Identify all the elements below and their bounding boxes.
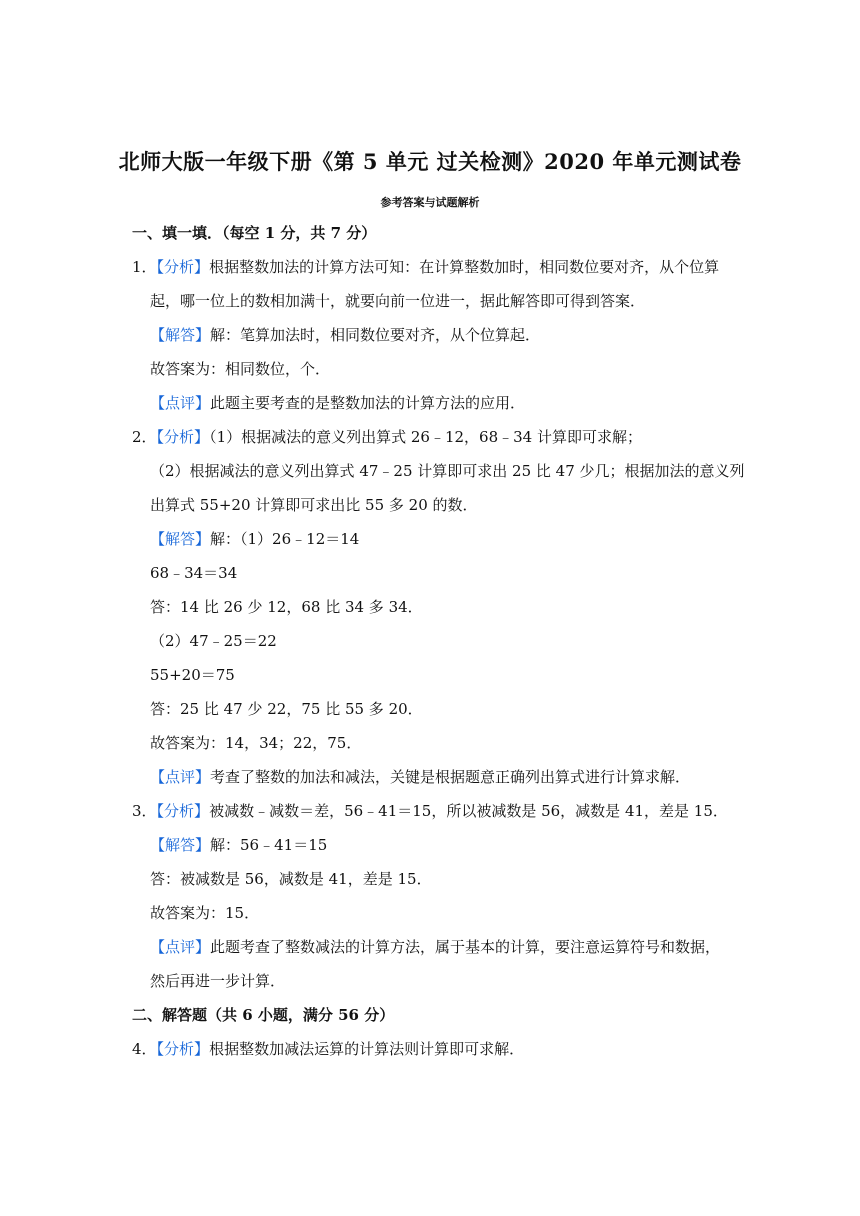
- question-2-final: 故答案为：14，34；22，75．: [150, 734, 362, 752]
- question-3-analysis: [132, 801, 728, 821]
- question-3-answer: [150, 835, 327, 855]
- answer-text: 解：（1）26﹣12＝14: [210, 530, 360, 548]
- question-2-work-line: 答：25 比 47 少 22，75 比 55 多 20．: [150, 700, 423, 718]
- answer-text: 解：56﹣41＝15: [210, 836, 328, 854]
- answer-text: 解：笔算加法时，相同数位要对齐，从个位算起．: [210, 326, 541, 344]
- question-1-analysis: [132, 257, 719, 277]
- question-2-work-line: 答：14 比 26 少 12，68 比 34 多 34．: [150, 598, 423, 616]
- question-3-work-line: 答：被减数是 56，减数是 41，差是 15．: [150, 870, 432, 888]
- question-2-work-line: 55+20＝75: [150, 666, 235, 684]
- question-2-comment: [150, 767, 690, 787]
- document-title: 北师大版一年级下册《第 5 单元 过关检测》2020 年单元测试卷: [118, 149, 742, 174]
- document-subtitle: 参考答案与试题解析: [380, 196, 480, 209]
- question-2-analysis-cont: （2）根据减法的意义列出算式 47﹣25 计算即可求出 25 比 47 少几；根据加法的意义列: [150, 462, 745, 480]
- question-number: 3．: [132, 802, 157, 820]
- analysis-tag: 【分析】: [156, 802, 210, 820]
- question-2-analysis-cont: 出算式 55+20 计算即可求出比 55 多 20 的数．: [150, 496, 478, 514]
- question-2-work-line: 68﹣34＝34: [150, 564, 238, 582]
- question-number: 2．: [132, 428, 157, 446]
- question-3-comment: [150, 937, 720, 957]
- question-3-comment-cont: 然后再进一步计算．: [150, 972, 286, 990]
- analysis-text: 根据整数加减法运算的计算法则计算即可求解．: [209, 1040, 525, 1058]
- comment-text: 此题考查了整数减法的计算方法，属于基本的计算，要注意运算符号和数据，: [210, 938, 721, 956]
- answer-tag: 【解答】: [150, 836, 211, 854]
- section-heading-2: 二、解答题（共 6 小题，满分 56 分）: [132, 1006, 395, 1024]
- question-4-analysis: [132, 1039, 524, 1059]
- question-number: 4．: [132, 1040, 157, 1058]
- section-heading-1: 一、填一填．（每空 1 分，共 7 分）: [132, 224, 377, 242]
- question-1-comment: [150, 393, 525, 413]
- comment-tag: 【点评】: [150, 938, 211, 956]
- comment-tag: 【点评】: [150, 768, 211, 786]
- analysis-tag: 【分析】: [156, 258, 210, 276]
- question-3-final: 故答案为：15．: [150, 904, 260, 922]
- analysis-text: 根据整数加法的计算方法可知：在计算整数加时，相同数位要对齐，从个位算: [209, 258, 720, 276]
- analysis-tag: 【分析】: [156, 1040, 210, 1058]
- question-1-answer: [150, 325, 540, 345]
- comment-text: 此题主要考查的是整数加法的计算方法的应用．: [210, 394, 526, 412]
- answer-tag: 【解答】: [150, 326, 211, 344]
- question-number: 1．: [132, 258, 157, 276]
- comment-text: 考查了整数的加法和减法，关键是根据题意正确列出算式进行计算求解．: [210, 768, 691, 786]
- question-2-analysis: [132, 427, 642, 447]
- analysis-tag: 【分析】: [156, 428, 210, 446]
- question-2-answer: [150, 529, 359, 549]
- comment-tag: 【点评】: [150, 394, 211, 412]
- question-1-final: 故答案为：相同数位，个．: [150, 360, 331, 378]
- question-2-work-line: （2）47﹣25＝22: [150, 632, 277, 650]
- question-1-analysis-cont: 起，哪一位上的数相加满十，就要向前一位进一，据此解答即可得到答案．: [150, 292, 646, 310]
- analysis-text: （1）根据减法的意义列出算式 26﹣12，68﹣34 计算即可求解；: [209, 428, 642, 446]
- answer-tag: 【解答】: [150, 530, 211, 548]
- analysis-text: 被减数﹣减数＝差，56﹣41＝15，所以被减数是 56，减数是 41，差是 15．: [209, 802, 728, 820]
